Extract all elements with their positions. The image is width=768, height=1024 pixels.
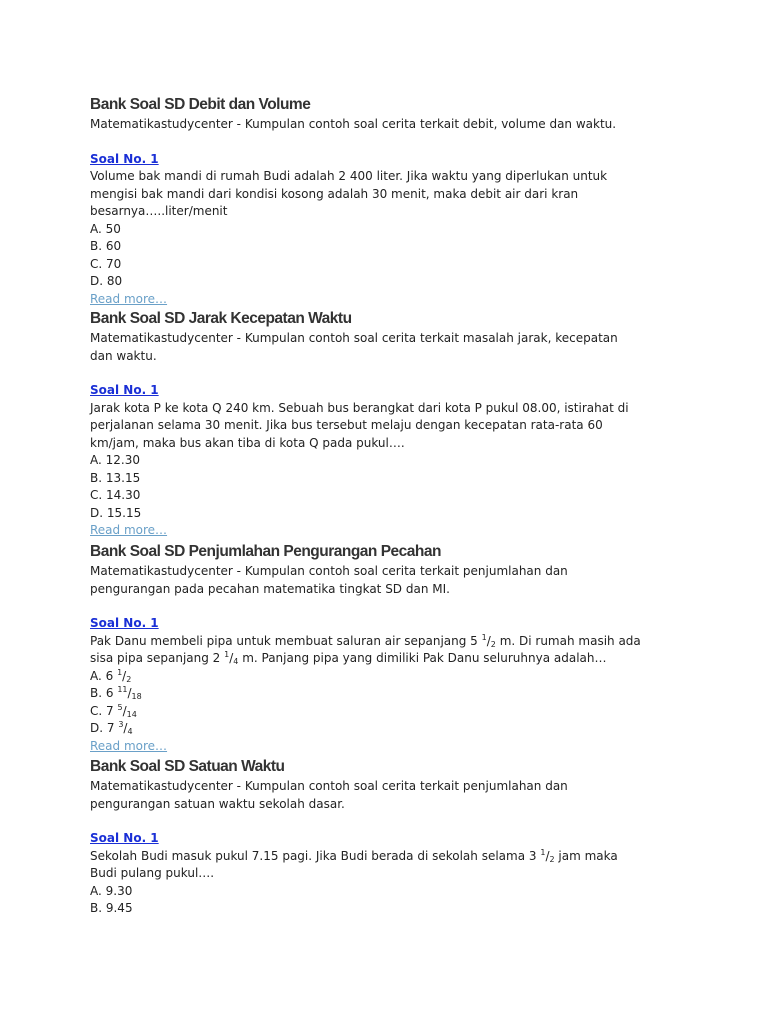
read-more-link[interactable]: Read more… xyxy=(90,738,168,753)
question-line: Budi pulang pukul…. xyxy=(90,866,215,880)
option-c: C. 7 $^5/_{14}$ xyxy=(90,702,137,719)
article-intro: Matematikastudycenter - Kumpulan contoh soal cerita terkait debit, volume dan waktu. xyxy=(90,117,617,131)
option-d: D. 7 $^3/_4$ xyxy=(90,720,133,736)
article-intro: dan waktu. xyxy=(90,348,157,363)
question-line: km/jam, maka bus akan tiba di kota Q pada pukul…. xyxy=(90,435,405,450)
article-title: Bank Soal SD Satuan Waktu xyxy=(90,758,285,775)
question-line: Pak Danu membeli pipa untuk membuat saluran air sepanjang 5 $^1/_2$ m. Di rumah masih ada xyxy=(90,632,641,649)
article-intro: Matematikastudycenter - Kumpulan contoh soal cerita terkait penjumlahan dan xyxy=(90,779,568,793)
article-satuan-waktu xyxy=(90,756,650,918)
option-b: B. 6 $^{11}/_{18}$ xyxy=(90,685,142,701)
read-more-link[interactable]: Read more… xyxy=(90,523,168,537)
option-a: A. 9.30 xyxy=(90,883,133,898)
article-intro: pengurangan satuan waktu sekolah dasar. xyxy=(90,796,345,811)
article-intro: Matematikastudycenter - Kumpulan contoh soal cerita terkait penjumlahan dan xyxy=(90,564,568,578)
question-line: Sekolah Budi masuk pukul 7.15 pagi. Jika Budi berada di sekolah selama 3 $^1/_2$ jam maka xyxy=(90,847,618,864)
article-intro: pengurangan pada pecahan matematika tingkat SD dan MI. xyxy=(90,581,450,596)
question-line: besarnya…..liter/menit xyxy=(90,204,228,218)
option-b: B. 9.45 xyxy=(90,901,133,915)
option-c: C. 14.30 xyxy=(90,488,141,502)
article-title: Bank Soal SD Debit dan Volume xyxy=(90,96,311,113)
option-c: C. 70 xyxy=(90,256,122,271)
option-d: D. 15.15 xyxy=(90,505,142,520)
soal-link[interactable]: Soal No. 1 xyxy=(90,151,159,166)
soal-link[interactable]: Soal No. 1 xyxy=(90,616,159,630)
article-intro: Matematikastudycenter - Kumpulan contoh soal cerita terkait masalah jarak, kecepatan xyxy=(90,331,618,345)
question-line: mengisi bak mandi dari kondisi kosong adalah 30 menit, maka debit air dari kran xyxy=(90,186,579,201)
article-jarak-kecepatan xyxy=(90,308,650,540)
article-pecahan xyxy=(90,541,650,755)
option-a: A. 6 $^1/_2$ xyxy=(90,667,132,684)
question-line: perjalanan selama 30 menit. Jika bus tersebut melaju dengan kecepatan rata-rata 60 xyxy=(90,418,603,432)
article-title: Bank Soal SD Jarak Kecepatan Waktu xyxy=(90,310,352,327)
question-line: sisa pipa sepanjang 2 $^1/_4$ m. Panjang pipa yang dimiliki Pak Danu seluruhnya adalah… xyxy=(90,650,607,666)
option-b: B. 60 xyxy=(90,239,122,253)
option-a: A. 12.30 xyxy=(90,453,140,467)
question-line: Volume bak mandi di rumah Budi adalah 2 400 liter. Jika waktu yang diperlukan untuk xyxy=(90,169,608,183)
question-line: Jarak kota P ke kota Q 240 km. Sebuah bus berangkat dari kota P pukul 08.00, istirahat di xyxy=(90,400,629,415)
soal-link[interactable]: Soal No. 1 xyxy=(90,831,159,845)
option-a: A. 50 xyxy=(90,221,121,236)
article-debit-volume xyxy=(90,94,650,308)
article-title: Bank Soal SD Penjumlahan Pengurangan Pecahan xyxy=(90,543,441,560)
read-more-link[interactable]: Read more… xyxy=(90,291,168,306)
soal-link[interactable]: Soal No. 1 xyxy=(90,383,159,397)
option-d: D. 80 xyxy=(90,274,123,288)
option-b: B. 13.15 xyxy=(90,470,141,485)
